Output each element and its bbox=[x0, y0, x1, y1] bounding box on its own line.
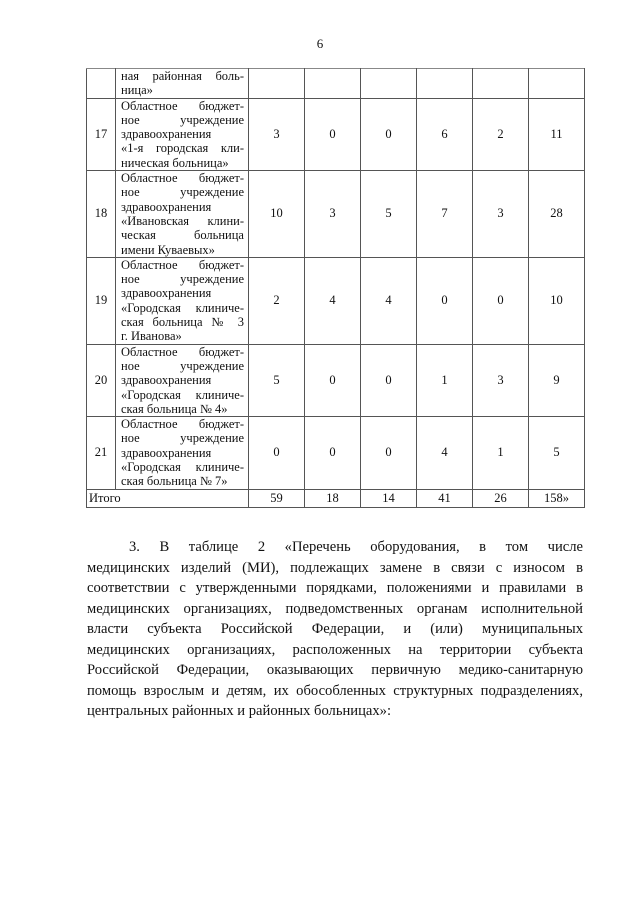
name-line: ническая больница» bbox=[121, 155, 229, 170]
institution-name bbox=[116, 344, 249, 416]
institution-name bbox=[116, 417, 249, 489]
value-cell: 2 bbox=[473, 98, 529, 170]
paragraph-line: центральных районных и районных больницах»: bbox=[87, 703, 392, 719]
value-cell: 0 bbox=[361, 98, 417, 170]
value-cell: 4 bbox=[361, 257, 417, 344]
name-line: ное учреждение bbox=[121, 358, 244, 373]
name-line: «Городская клиниче- bbox=[121, 387, 244, 402]
value-cell bbox=[361, 69, 417, 99]
total-value-cell: 158» bbox=[529, 489, 585, 507]
value-cell: 3 bbox=[473, 171, 529, 258]
paragraph-line: власти субъекта Российской Федерации, и (или) муниципальных bbox=[87, 621, 583, 637]
row-number bbox=[87, 69, 116, 99]
name-line: ская больница № 3 bbox=[121, 315, 244, 330]
value-cell: 1 bbox=[473, 417, 529, 489]
table-row bbox=[87, 257, 585, 344]
value-cell: 9 bbox=[529, 344, 585, 416]
total-value-cell: 14 bbox=[361, 489, 417, 507]
row-number: 21 bbox=[87, 417, 116, 489]
value-cell: 0 bbox=[305, 98, 361, 170]
value-cell: 1 bbox=[417, 344, 473, 416]
paragraph-line: соответствии с утвержденными порядками, положениями и правилами в bbox=[87, 580, 583, 596]
row-number: 17 bbox=[87, 98, 116, 170]
name-line: ская больница № 7» bbox=[121, 474, 228, 489]
value-cell: 2 bbox=[249, 257, 305, 344]
paragraph-line: медицинских изделий (МИ), подлежащих замене в связи с износом в bbox=[87, 559, 583, 576]
name-line: Областное бюджет- bbox=[121, 98, 244, 113]
name-line: ное учреждение bbox=[121, 112, 244, 127]
name-line: «Ивановская клини- bbox=[121, 213, 244, 228]
table-row bbox=[87, 171, 585, 258]
institution-name bbox=[116, 171, 249, 258]
name-line: ская больница № 4» bbox=[121, 401, 228, 416]
name-line: здравоохранения bbox=[121, 199, 212, 214]
value-cell: 5 bbox=[361, 171, 417, 258]
total-label: Итого bbox=[87, 489, 249, 507]
value-cell: 6 bbox=[417, 98, 473, 170]
row-number: 18 bbox=[87, 171, 116, 258]
value-cell bbox=[529, 69, 585, 99]
value-cell bbox=[473, 69, 529, 99]
name-line: Областное бюджет- bbox=[121, 344, 244, 359]
name-line: здравоохранения bbox=[121, 373, 212, 388]
page-number: 6 bbox=[316, 36, 324, 51]
value-cell: 4 bbox=[417, 417, 473, 489]
total-value-cell: 59 bbox=[249, 489, 305, 507]
name-line: ное учреждение bbox=[121, 185, 244, 200]
value-cell bbox=[305, 69, 361, 99]
name-line: г. Иванова» bbox=[121, 329, 182, 344]
paragraph-line: 3. В таблице 2 «Перечень оборудования, в том числе bbox=[129, 539, 583, 555]
name-line: ная районная боль- bbox=[121, 69, 244, 83]
name-line: ное учреждение bbox=[121, 272, 244, 287]
value-cell: 0 bbox=[305, 344, 361, 416]
table-row-total bbox=[87, 489, 585, 507]
institution-name bbox=[116, 257, 249, 344]
paragraph-line: медицинских организациях, расположенных на территории субъекта bbox=[87, 641, 583, 658]
table-row bbox=[87, 344, 585, 416]
name-line: имени Куваевых» bbox=[121, 242, 215, 257]
value-cell: 11 bbox=[529, 98, 585, 170]
name-line: «Городская клиниче- bbox=[121, 460, 244, 475]
value-cell: 0 bbox=[473, 257, 529, 344]
row-number: 19 bbox=[87, 257, 116, 344]
value-cell: 7 bbox=[417, 171, 473, 258]
name-line: ческая больница bbox=[121, 228, 244, 243]
name-line: здравоохранения bbox=[121, 127, 212, 142]
table-row bbox=[87, 98, 585, 170]
row-number: 20 bbox=[87, 344, 116, 416]
name-line: ное учреждение bbox=[121, 431, 244, 446]
total-value-cell: 18 bbox=[305, 489, 361, 507]
value-cell: 28 bbox=[529, 171, 585, 258]
name-line: ница» bbox=[121, 83, 153, 98]
name-line: «1-я городская кли- bbox=[121, 141, 244, 156]
table-row-continuation bbox=[87, 69, 585, 99]
value-cell: 5 bbox=[249, 344, 305, 416]
total-value-cell: 26 bbox=[473, 489, 529, 507]
value-cell: 0 bbox=[417, 257, 473, 344]
value-cell: 4 bbox=[305, 257, 361, 344]
value-cell: 0 bbox=[249, 417, 305, 489]
value-cell: 10 bbox=[529, 257, 585, 344]
institution-name bbox=[116, 69, 249, 99]
value-cell bbox=[249, 69, 305, 99]
value-cell: 5 bbox=[529, 417, 585, 489]
name-line: «Городская клиниче- bbox=[121, 300, 244, 315]
total-value-cell: 41 bbox=[417, 489, 473, 507]
table-row bbox=[87, 417, 585, 489]
value-cell bbox=[417, 69, 473, 99]
name-line: Областное бюджет- bbox=[121, 417, 244, 432]
value-cell: 3 bbox=[305, 171, 361, 258]
value-cell: 3 bbox=[473, 344, 529, 416]
value-cell: 0 bbox=[305, 417, 361, 489]
equipment-table bbox=[86, 68, 585, 508]
paragraph-line: Российской Федерации, оказывающих первичную медико-санитарную bbox=[87, 662, 583, 678]
name-line: Областное бюджет- bbox=[121, 171, 244, 186]
value-cell: 0 bbox=[361, 344, 417, 416]
name-line: Областное бюджет- bbox=[121, 257, 244, 272]
value-cell: 0 bbox=[361, 417, 417, 489]
value-cell: 10 bbox=[249, 171, 305, 258]
paragraph-line: медицинских организациях, подведомственных органам исполнительной bbox=[87, 600, 583, 617]
name-line: здравоохранения bbox=[121, 445, 212, 460]
paragraph-line: помощь взрослым и детям, их обособленных структурных подразделениях, bbox=[87, 682, 583, 699]
paragraph-item-3 bbox=[87, 537, 583, 722]
institution-name bbox=[116, 98, 249, 170]
value-cell: 3 bbox=[249, 98, 305, 170]
name-line: здравоохранения bbox=[121, 286, 212, 301]
